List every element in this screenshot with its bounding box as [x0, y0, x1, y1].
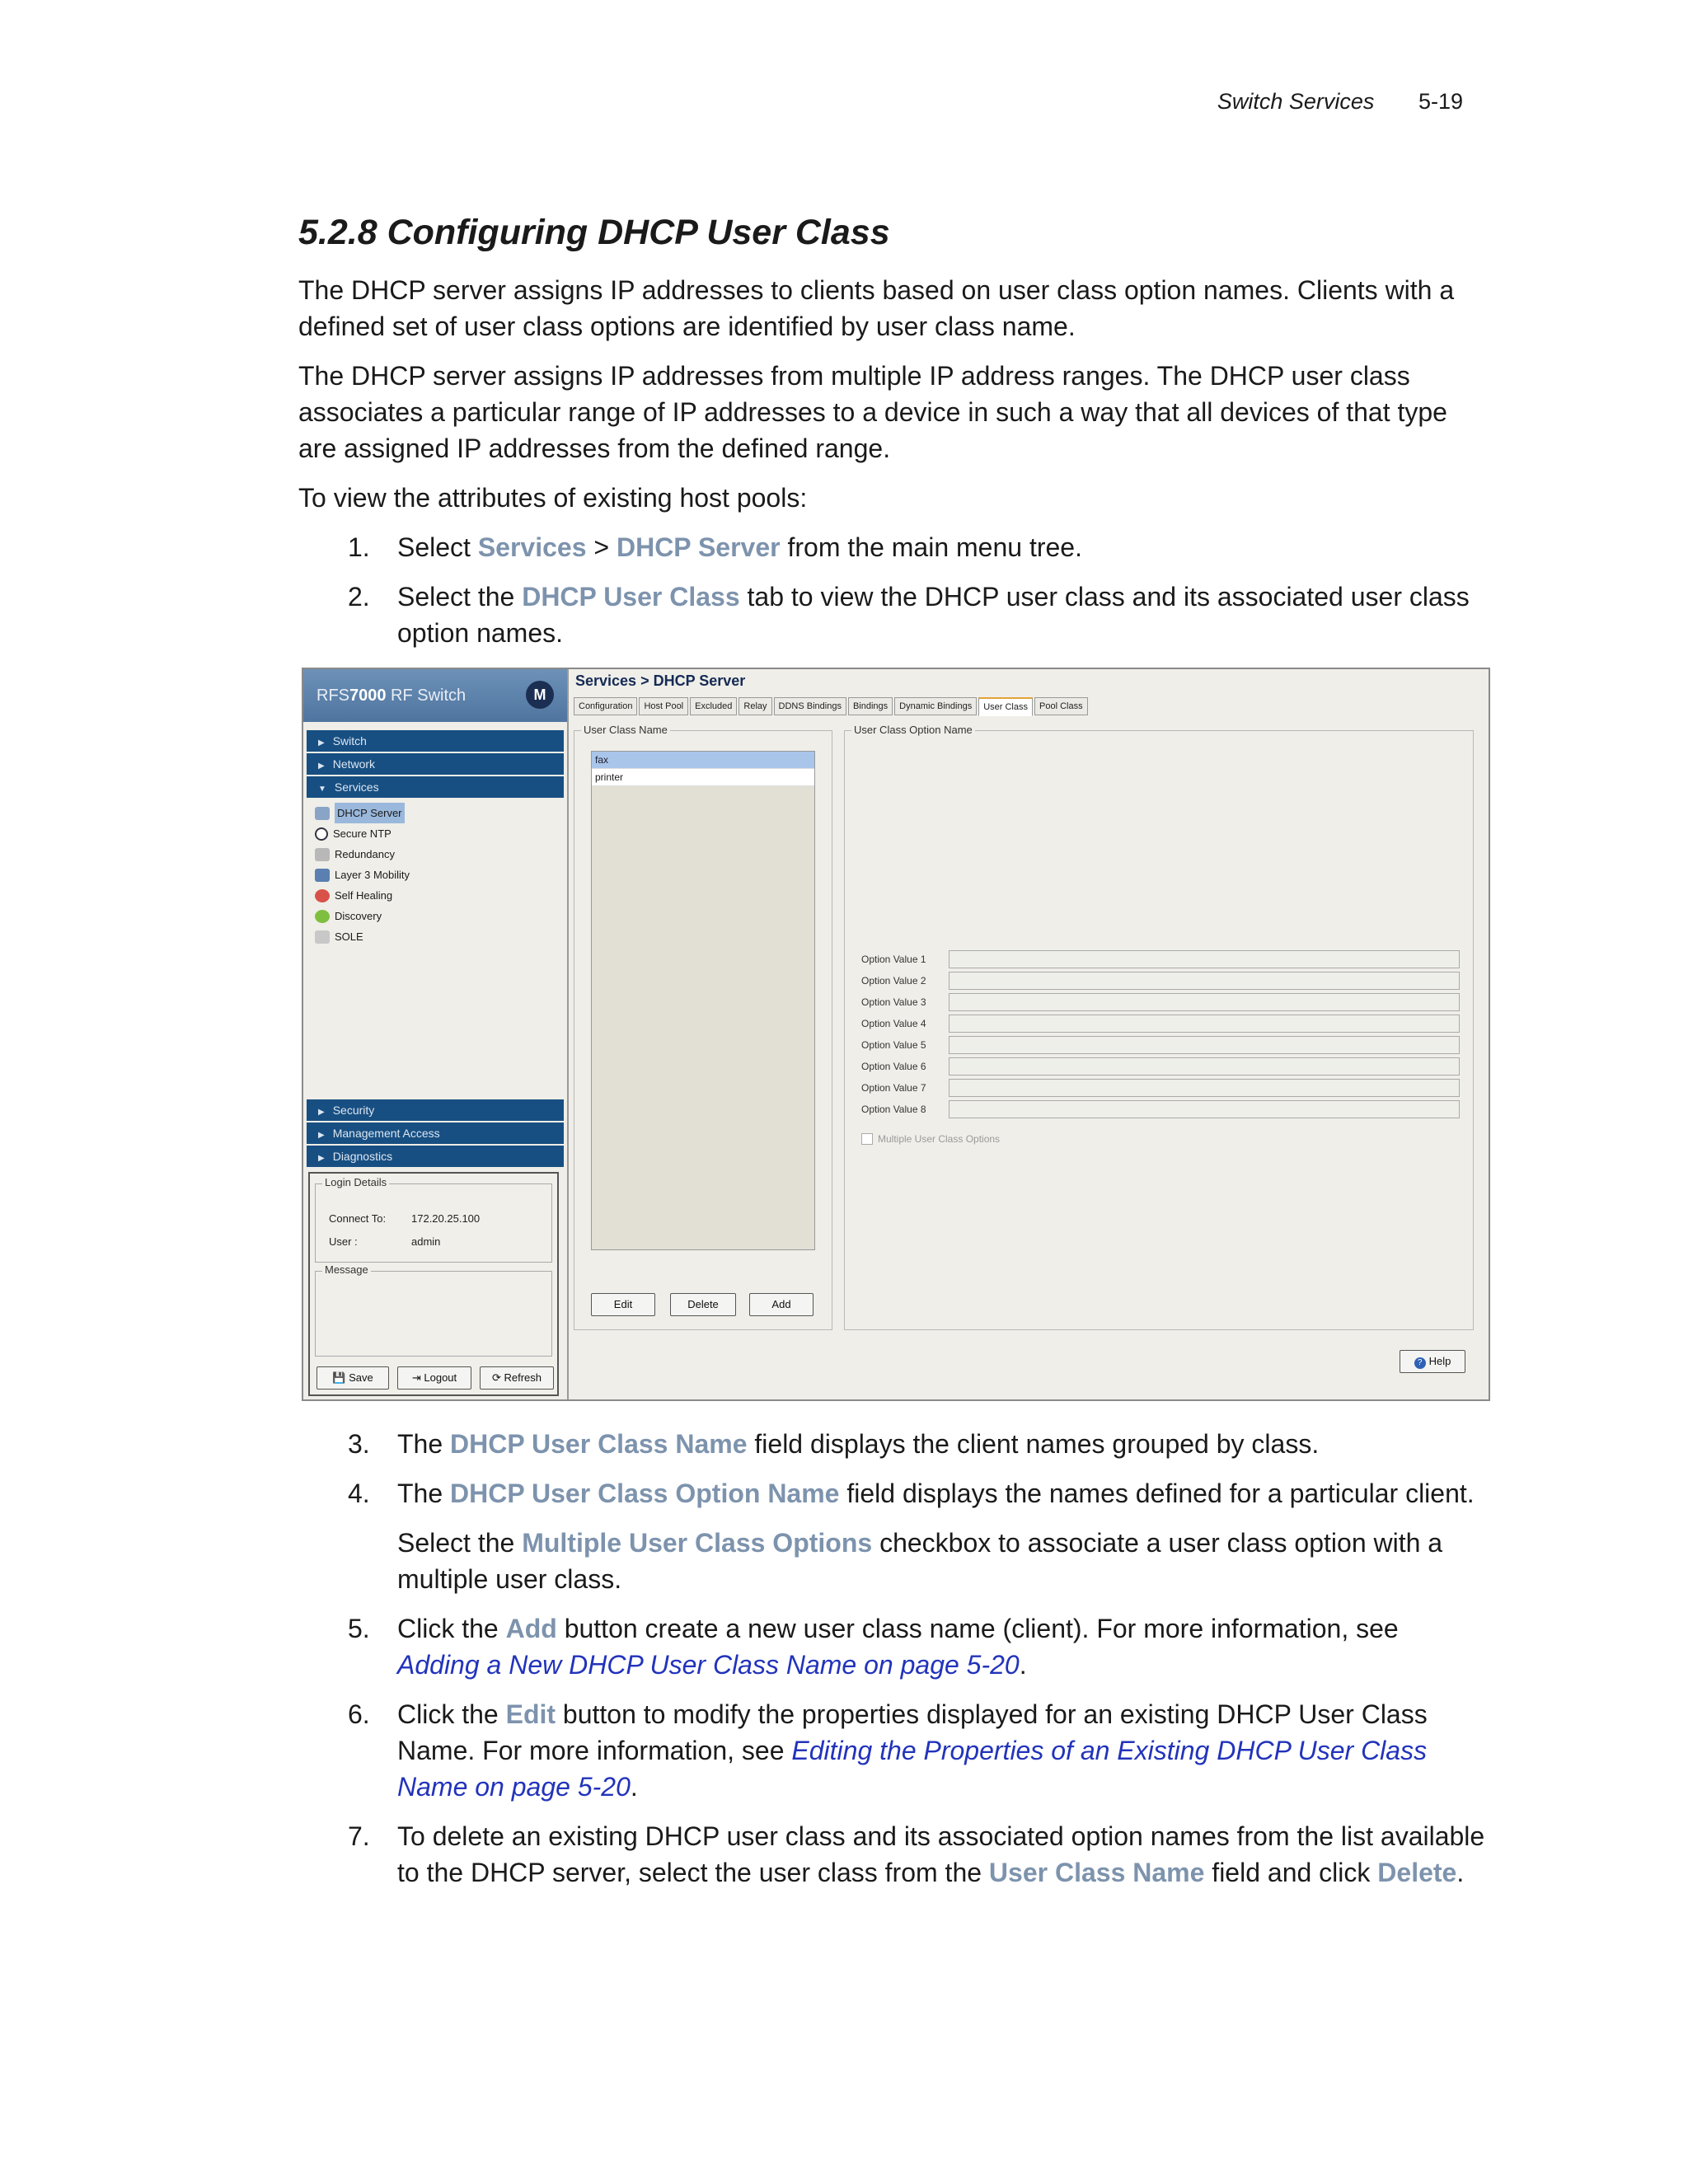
step-text: button to modify the properties displayed for an existing DHCP User Class Name. For more information, see — [397, 1699, 1428, 1765]
tree-label: Secure NTP — [333, 827, 392, 840]
option-value-row — [861, 949, 1460, 970]
step-3 — [298, 1426, 1485, 1462]
option-label: Option Value 3 — [861, 996, 926, 1008]
nav-security[interactable] — [307, 1099, 564, 1121]
steps-after — [298, 1426, 1485, 1904]
step-text: Select the — [397, 1528, 523, 1558]
step-text: To delete an existing DHCP user class and its associated option names from the list available to the DHCP server, select the user class from the — [397, 1821, 1485, 1887]
page-number: 5-19 — [1418, 89, 1463, 114]
cross-reference-link[interactable]: Editing the Properties of an Existing DHCP User Class Name on page 5-20 — [397, 1736, 1428, 1802]
motorola-logo-icon: M — [526, 681, 554, 709]
step-text: from the main menu tree. — [780, 532, 1082, 562]
step-text: . — [1019, 1650, 1027, 1680]
step-number: 6. — [348, 1699, 370, 1729]
edit-button[interactable]: Edit — [591, 1293, 655, 1316]
tree-label: Layer 3 Mobility — [335, 869, 410, 881]
ui-term: DHCP Server — [616, 532, 781, 562]
logout-icon: ⇥ — [411, 1371, 424, 1384]
user-class-name-group — [574, 724, 832, 1330]
mobility-icon — [315, 869, 330, 882]
option-value-input[interactable] — [949, 1015, 1460, 1033]
option-value-input[interactable] — [949, 993, 1460, 1011]
step-text: Select the — [397, 582, 523, 612]
tree-label: Discovery — [335, 910, 382, 922]
option-value-row — [861, 1056, 1460, 1077]
tree-label: Self Healing — [335, 889, 393, 902]
option-value-row — [861, 970, 1460, 991]
paragraph: The DHCP server assigns IP addresses from multiple IP address ranges. The DHCP user class associates a particular range of IP addresses to a device in such a way that all devices of that type are assigned IP addresses from the defined range. — [298, 361, 1447, 463]
nav-label: Management Access — [332, 1127, 440, 1140]
step-text: > — [586, 532, 617, 562]
step-text: Select — [397, 532, 478, 562]
multiple-user-class-options-checkbox[interactable] — [861, 1133, 1000, 1145]
add-button[interactable]: Add — [749, 1293, 814, 1316]
option-value-input[interactable] — [949, 1079, 1460, 1097]
step-text: field displays the names defined for a particular client. — [839, 1479, 1475, 1508]
nav-label: Services — [334, 780, 379, 794]
option-value-row — [861, 1013, 1460, 1034]
brand-suffix: RF Switch — [386, 687, 467, 705]
option-value-input[interactable] — [949, 1057, 1460, 1076]
nav-diagnostics[interactable] — [307, 1146, 564, 1167]
refresh-button[interactable] — [480, 1366, 554, 1390]
list-item[interactable]: printer — [592, 769, 814, 786]
option-value-row — [861, 991, 1460, 1013]
brand-model: 7000 — [349, 687, 387, 705]
self-healing-icon — [315, 889, 330, 902]
ui-term: Multiple User Class Options — [522, 1528, 873, 1558]
option-label: Option Value 8 — [861, 1104, 926, 1115]
chevron-right-icon: ▶ — [318, 1131, 325, 1140]
step-number: 7. — [348, 1821, 370, 1851]
login-panel — [308, 1172, 559, 1396]
option-label: Option Value 6 — [861, 1061, 926, 1072]
step-text: tab to view the DHCP user class and its associated user class option names. — [397, 582, 1470, 648]
nav-label: Network — [332, 757, 376, 771]
tree-item-layer3-mobility[interactable] — [315, 865, 410, 885]
tree-item-self-healing[interactable] — [315, 885, 410, 906]
tree-item-secure-ntp[interactable] — [315, 823, 410, 844]
save-button[interactable] — [316, 1366, 389, 1390]
option-label: Option Value 7 — [861, 1082, 926, 1094]
right-panel — [569, 669, 1489, 1399]
tab-configuration[interactable]: Configuration — [574, 697, 637, 715]
option-value-input[interactable] — [949, 972, 1460, 990]
nav-label: Security — [332, 1104, 375, 1117]
server-icon — [315, 807, 330, 820]
step-number: 3. — [348, 1429, 370, 1459]
step-text: . — [630, 1772, 638, 1802]
option-label: Option Value 4 — [861, 1018, 926, 1029]
help-label: Help — [1428, 1355, 1451, 1367]
step-text: Click the — [397, 1614, 506, 1643]
tree-item-redundancy[interactable] — [315, 844, 410, 865]
step-text: field and click — [1204, 1858, 1378, 1887]
help-button[interactable] — [1400, 1350, 1465, 1373]
option-value-row — [861, 1077, 1460, 1099]
paragraph: The DHCP server assigns IP addresses to clients based on user class option names. Clients with a defined set of user class options are identified by user class name. — [298, 275, 1455, 341]
chevron-right-icon: ▶ — [318, 1154, 325, 1163]
ui-term: DHCP User Class Option Name — [450, 1479, 840, 1508]
option-value-row — [861, 1099, 1460, 1120]
user-class-list[interactable] — [591, 751, 815, 1250]
left-panel — [303, 669, 569, 1399]
refresh-icon: ⟳ — [491, 1371, 504, 1384]
user-class-name-legend: User Class Name — [581, 724, 670, 736]
option-value-input[interactable] — [949, 950, 1460, 968]
sole-icon — [315, 930, 330, 944]
user-value: admin — [411, 1235, 441, 1248]
chevron-right-icon: ▶ — [318, 1108, 325, 1117]
tab-dynamic-bindings[interactable]: Dynamic Bindings — [894, 697, 977, 715]
help-icon: ? — [1414, 1357, 1426, 1369]
step-1 — [298, 529, 1485, 565]
logout-button[interactable] — [397, 1366, 471, 1390]
running-header — [1217, 89, 1463, 115]
option-label: Option Value 2 — [861, 975, 926, 987]
refresh-label: Refresh — [504, 1371, 542, 1384]
tab-excluded[interactable]: Excluded — [690, 697, 737, 715]
tab-content — [572, 715, 1485, 1399]
ui-term: DHCP User Class — [522, 582, 740, 612]
ui-term: Services — [477, 532, 587, 562]
tab-user-class[interactable]: User Class — [978, 697, 1033, 716]
step-2 — [298, 579, 1485, 651]
user-class-option-name-group — [844, 724, 1474, 1330]
tab-pool-class[interactable]: Pool Class — [1034, 697, 1088, 715]
discovery-icon — [315, 910, 330, 923]
user-label: User : — [329, 1235, 358, 1248]
step-7 — [298, 1818, 1485, 1891]
step-number: 5. — [348, 1614, 370, 1643]
step-text: Click the — [397, 1699, 506, 1729]
option-label: Option Value 1 — [861, 954, 926, 965]
tree-item-dhcp-server[interactable] — [315, 803, 410, 823]
brand-bar — [303, 669, 567, 722]
tree-item-sole[interactable] — [315, 926, 410, 947]
checkbox-label: Multiple User Class Options — [878, 1133, 1001, 1145]
checkbox-box[interactable] — [861, 1133, 873, 1145]
step-text: checkbox to associate a user class option with a multiple user class. — [397, 1528, 1443, 1594]
step-text: button create a new user class name (client). For more information, see — [556, 1614, 1399, 1643]
tree-item-discovery[interactable] — [315, 906, 410, 926]
logout-label: Logout — [424, 1371, 457, 1384]
tab-bindings[interactable]: Bindings — [848, 697, 893, 715]
step-4-note — [397, 1525, 1485, 1597]
step-number: 4. — [348, 1479, 370, 1508]
nav-services[interactable] — [307, 776, 564, 798]
step-number: 1. — [348, 532, 370, 562]
nav-label: Diagnostics — [332, 1150, 393, 1163]
option-value-input[interactable] — [949, 1036, 1460, 1054]
option-value-row — [861, 1034, 1460, 1056]
services-tree — [315, 803, 410, 947]
chevron-down-icon: ▼ — [318, 785, 326, 794]
option-label: Option Value 5 — [861, 1039, 926, 1051]
step-5 — [298, 1610, 1485, 1683]
save-label: Save — [349, 1371, 373, 1384]
ui-term: Edit — [505, 1699, 556, 1729]
login-details-group — [315, 1176, 552, 1263]
chevron-right-icon: ▶ — [318, 738, 325, 748]
tree-label: Redundancy — [335, 848, 395, 860]
paragraph: To view the attributes of existing host pools: — [298, 483, 808, 513]
login-details-legend: Login Details — [322, 1176, 389, 1188]
list-item[interactable]: fax — [592, 752, 814, 769]
ui-term: Delete — [1377, 1858, 1457, 1887]
step-text: The — [397, 1479, 451, 1508]
nav-network[interactable] — [307, 753, 564, 775]
redundancy-icon — [315, 848, 330, 861]
intro-text — [298, 272, 1485, 664]
brand-prefix: RFS — [316, 687, 349, 705]
nav-label: Switch — [332, 734, 367, 748]
ui-term: Add — [505, 1614, 557, 1643]
ui-term: DHCP User Class Name — [450, 1429, 748, 1459]
connect-label: Connect To: — [329, 1212, 387, 1225]
step-text: The — [397, 1429, 451, 1459]
steps-list-after — [298, 1426, 1485, 1891]
step-6 — [298, 1696, 1485, 1805]
breadcrumb: Services > DHCP Server — [575, 673, 746, 689]
delete-button[interactable]: Delete — [670, 1293, 736, 1316]
clock-icon — [315, 827, 328, 841]
step-number: 2. — [348, 582, 370, 612]
message-legend: Message — [322, 1263, 371, 1276]
tree-label: SOLE — [335, 930, 363, 943]
tree-label: DHCP Server — [335, 803, 405, 823]
chevron-right-icon: ▶ — [318, 762, 325, 771]
step-text: . — [1456, 1858, 1465, 1887]
section-title: Switch Services — [1217, 89, 1375, 114]
tab-host-pool[interactable]: Host Pool — [639, 697, 688, 715]
tab-relay[interactable]: Relay — [738, 697, 771, 715]
cross-reference-link[interactable]: Adding a New DHCP User Class Name on page 5-20 — [397, 1650, 1020, 1680]
option-name-legend: User Class Option Name — [851, 724, 975, 736]
message-group — [315, 1263, 552, 1357]
connect-value: 172.20.25.100 — [411, 1212, 481, 1225]
nav-switch[interactable] — [307, 730, 564, 752]
dhcp-user-class-screenshot — [302, 668, 1490, 1401]
save-icon: 💾 — [332, 1371, 349, 1384]
steps-list-before — [298, 529, 1485, 651]
option-value-input[interactable] — [949, 1100, 1460, 1118]
ui-term: User Class Name — [988, 1858, 1205, 1887]
section-heading: 5.2.8 Configuring DHCP User Class — [298, 213, 890, 252]
step-4 — [298, 1475, 1485, 1597]
nav-management-access[interactable] — [307, 1122, 564, 1144]
step-text: field displays the client names grouped by class. — [747, 1429, 1320, 1459]
tab-bar — [574, 697, 1090, 716]
tab-ddns-bindings[interactable]: DDNS Bindings — [774, 697, 846, 715]
